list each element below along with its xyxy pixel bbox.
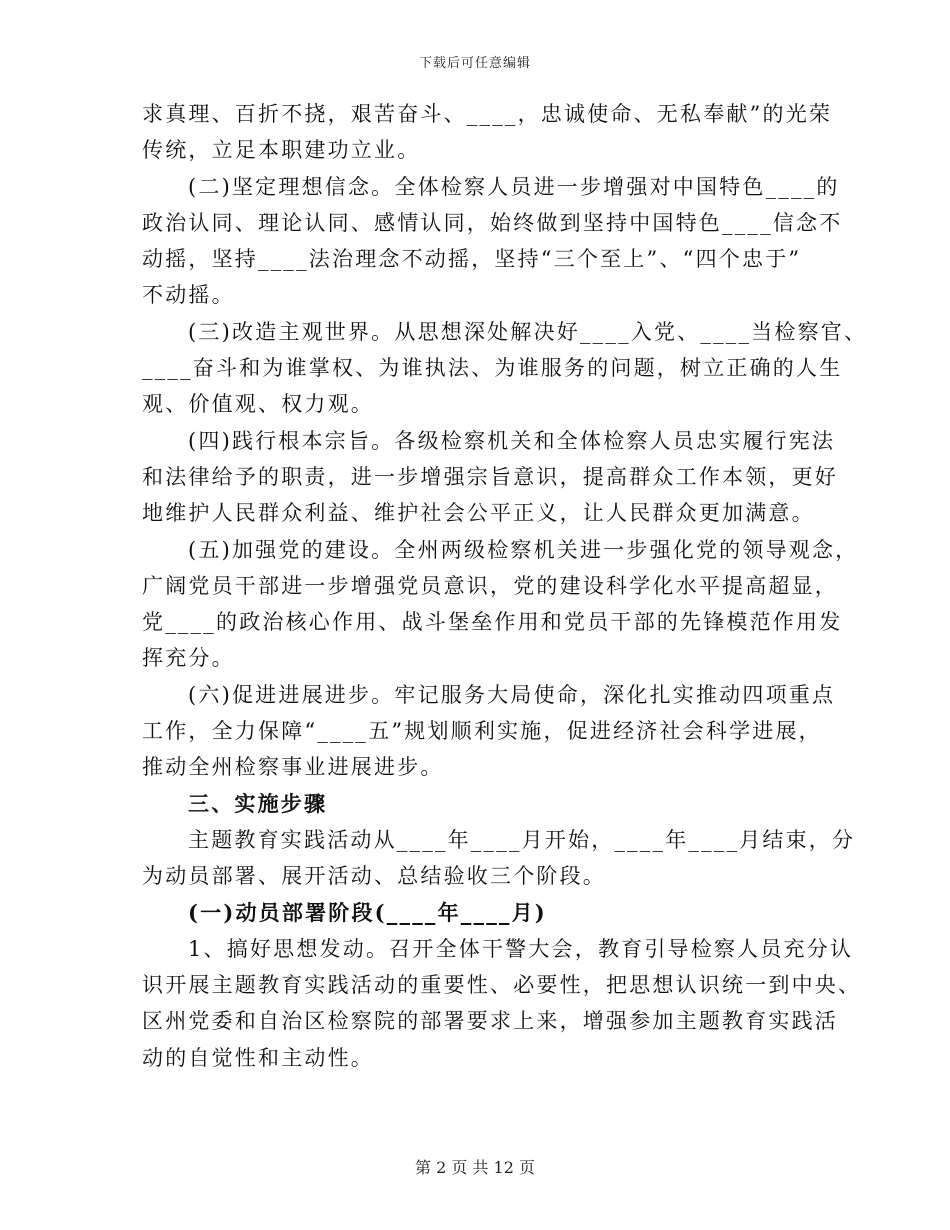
body-line: 政治认同、理论认同、感情认同，始终做到坚持中国特色____信念不 [142,210,843,235]
section-paragraph-2: (二)坚定理想信念。全体检察人员进一步增强对中国特色____的 [188,174,840,199]
body-line: 推动全州检察事业进展进步。 [142,755,444,780]
body-line: 挥充分。 [142,646,235,671]
body-line: 地维护人民群众利益、维护社会公平正义，让人民群众更加满意。 [142,501,815,526]
intro-paragraph: 主题教育实践活动从____年____月开始，____年____月结束，分 [188,827,856,852]
body-line: 求真理、百折不挠，艰苦奋斗、____，忠诚使命、无私奉献”的光荣 [142,102,833,126]
section-paragraph-4: (四)践行根本宗旨。各级检察机关和全体检察人员忠实履行宪法 [188,428,836,453]
section-paragraph-5: (五)加强党的建设。全州两级检察机关进一步强化党的领导观念， [188,537,859,562]
body-line: 为动员部署、展开活动、总结验收三个阶段。 [142,864,606,889]
section-paragraph-3: (三)改造主观世界。从思想深处解决好____入党、____当检察官、 [188,319,868,344]
body-line: 动的自觉性和主动性。 [142,1045,374,1070]
document-body [142,96,868,1076]
section-paragraph-6: (六)促进进展进步。牢记服务大局使命，深化扎实推动四项重点 [188,682,836,707]
body-line: 工作，全力保障“____五”规划顺利实施，促进经济社会科学进展， [142,719,822,744]
subsection-heading: (一)动员部署阶段(____年____月) [188,899,547,925]
body-line: 识开展主题教育实践活动的重要性、必要性，把思想认识统一到中央、 [142,973,862,998]
page-number: 第 2 页 共 12 页 [415,1158,535,1177]
body-line: 区州党委和自治区检察院的部署要求上来，增强参加主题教育实践活 [142,1009,838,1034]
body-line: 广阔党员干部进一步增强党员意识，党的建设科学化水平提高超显， [142,573,838,598]
body-line: ____奋斗和为谁掌权、为谁执法、为谁服务的问题，树立正确的人生 [142,356,843,381]
body-line: 传统，立足本职建功立业。 [142,138,421,163]
page-header: 下载后可任意编辑 [418,56,531,71]
body-line: 不动摇。 [142,283,235,308]
item-paragraph-1: 1、搞好思想发动。召开全体干警大会，教育引导检察人员充分认 [188,936,854,961]
body-line: 和法律给予的职责，进一步增强宗旨意识，提高群众工作本领，更好 [142,464,838,489]
body-line: 观、价值观、权力观。 [142,392,374,417]
body-line: 党____的政治核心作用、战斗堡垒作用和党员干部的先锋模范作用发 [142,610,843,635]
body-line: 动摇，坚持____法治理念不动摇，坚持“三个至上”、“四个忠于” [142,247,802,272]
section-heading: 三、实施步骤 [188,790,328,816]
